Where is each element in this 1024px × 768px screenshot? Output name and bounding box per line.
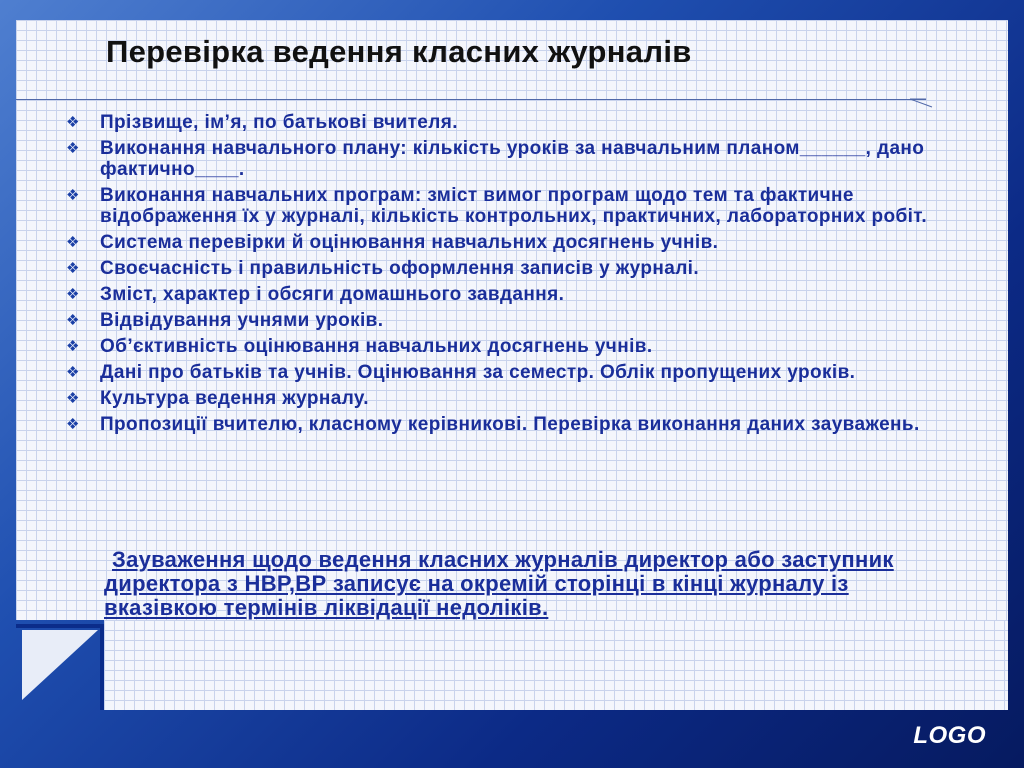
bullet-text: Відвідування учнями уроків. bbox=[100, 310, 384, 331]
bullet-text: Своєчасність і правильність оформлення записів у журналі. bbox=[100, 258, 700, 279]
diamond-bullet-icon: ❖ bbox=[66, 390, 80, 407]
diamond-bullet-icon: ❖ bbox=[66, 260, 80, 277]
diamond-bullet-icon: ❖ bbox=[66, 114, 80, 131]
bullet-text: Виконання навчальних програм: зміст вимог програм щодо тем та фактичне відображення їх у журналі, кількість контрольних, практичних, лабораторних робіт. bbox=[100, 185, 928, 227]
bullet-text: Виконання навчального плану: кількість уроків за навчальним планом______, дано фактично____. bbox=[100, 138, 925, 180]
bullet-item bbox=[64, 232, 964, 253]
slide-content-area-lower bbox=[104, 620, 1008, 710]
bullet-text: Дані про батьків та учнів. Оцінювання за семестр. Облік пропущених уроків. bbox=[100, 362, 856, 383]
slide-title: Перевірка ведення класних журналів bbox=[106, 34, 692, 69]
bullet-item bbox=[64, 388, 964, 409]
diamond-bullet-icon: ❖ bbox=[66, 364, 80, 381]
bullet-item bbox=[64, 112, 964, 133]
bullet-text: Прізвище, ім’я, по батькові вчителя. bbox=[100, 112, 458, 133]
title-underline bbox=[16, 99, 926, 100]
bullet-text: Об’єктивність оцінювання навчальних досягнень учнів. bbox=[100, 336, 653, 357]
page-corner-fold bbox=[22, 630, 98, 700]
diamond-bullet-icon: ❖ bbox=[66, 234, 80, 251]
bullet-text: Культура ведення журналу. bbox=[100, 388, 369, 409]
bullet-item bbox=[64, 138, 964, 180]
diamond-bullet-icon: ❖ bbox=[66, 187, 80, 204]
diamond-bullet-icon: ❖ bbox=[66, 338, 80, 355]
diamond-bullet-icon: ❖ bbox=[66, 140, 80, 157]
bullet-item bbox=[64, 185, 964, 227]
logo: LOGO bbox=[913, 722, 986, 749]
bullet-item bbox=[64, 310, 964, 331]
bullet-text: Система перевірки й оцінювання навчальних досягнень учнів. bbox=[100, 232, 719, 253]
corner-fold-line bbox=[16, 624, 104, 628]
bullet-item bbox=[64, 258, 964, 279]
diamond-bullet-icon: ❖ bbox=[66, 416, 80, 433]
bullet-text: Пропозиції вчителю, класному керівникові. Перевірка виконання даних зауважень. bbox=[100, 414, 920, 435]
slide-note: Зауваження щодо ведення класних журналів директор або заступник директора з НВР,ВР записує на окремій сторінці в кінці журналу із вказівкою термінів ліквідації недоліків. bbox=[104, 547, 894, 620]
title-underline-arrow bbox=[910, 92, 934, 108]
bullet-text: Зміст, характер і обсяги домашнього завдання. bbox=[100, 284, 565, 305]
bullet-list bbox=[64, 112, 964, 440]
bullet-item bbox=[64, 414, 964, 435]
bullet-item bbox=[64, 362, 964, 383]
corner-fold-line-vertical bbox=[100, 624, 104, 710]
diamond-bullet-icon: ❖ bbox=[66, 286, 80, 303]
bullet-item bbox=[64, 336, 964, 357]
diamond-bullet-icon: ❖ bbox=[66, 312, 80, 329]
bullet-item bbox=[64, 284, 964, 305]
